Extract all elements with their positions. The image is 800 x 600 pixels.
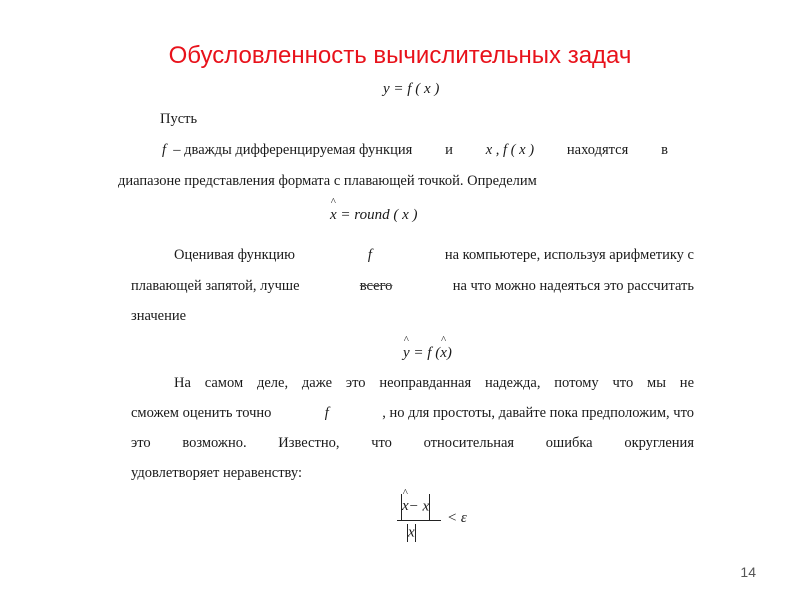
symbol-x-fx: x , f ( x ) (485, 142, 535, 158)
text-located: находятся (566, 142, 629, 158)
text-p4-line1: На самом деле, даже это неоправданная надежда, потому что мы не (174, 375, 694, 391)
text-hope-calc: на что можно надеяться это рассчитать (452, 278, 694, 294)
symbol-x-hat: ^ x (330, 207, 337, 224)
text-range-define: диапазоне представления формата с плавающей точкой. Определим (118, 173, 537, 189)
text-p4-line4: удовлетворяет неравенству: (131, 465, 302, 481)
formula-relative-error (395, 488, 505, 558)
text-simplicity: , но для простоты, давайте пока предположим, что (382, 405, 694, 421)
formula-round-rest: = round ( x ) (336, 207, 418, 223)
formula-close-paren: ) (446, 345, 452, 361)
formula-denominator (407, 524, 416, 542)
formula-xhat-round (330, 207, 417, 224)
text-in: в (661, 142, 668, 158)
symbol-f-3: f (324, 405, 329, 421)
symbol-f-2: f (367, 247, 372, 263)
formula-yhat-fxhat (403, 345, 452, 362)
formula-less-eps: < ε (447, 510, 467, 526)
slide-title: Обусловленность вычислительных задач (168, 42, 632, 69)
text-on-computer: на компьютере, используя арифметику с (444, 247, 694, 263)
text-p4-line2 (131, 405, 694, 422)
text-struck-vsego: всего (359, 278, 393, 294)
text-cannot-eval: сможем оценить точно (131, 405, 272, 421)
text-p3-line2 (131, 278, 694, 295)
text-p3-line1 (174, 247, 694, 264)
abs-bar-right-den (415, 524, 416, 542)
formula-minus-x: − x (408, 498, 430, 515)
text-pust: Пусть (160, 111, 198, 127)
page-number: 14 (740, 564, 756, 580)
text-twice-diff: – дважды дифференцируемая функция (173, 142, 413, 158)
formula-numerator (401, 494, 430, 520)
formula-eq-f: = f ( (409, 345, 441, 361)
symbol-x-hat-3: ^ x (402, 498, 409, 515)
symbol-x-hat-2: ^ x (440, 345, 447, 362)
symbol-x-den: x (408, 524, 415, 541)
formula-y-equals-fx: y = f ( x ) (383, 81, 440, 97)
text-value: значение (131, 308, 187, 324)
abs-bar-right (429, 494, 430, 520)
text-and: и (445, 142, 453, 158)
text-evaluating: Оценивая функцию (174, 247, 296, 263)
text-p4-line3: это возможно. Известно, что относительная ошибка округления (131, 435, 694, 451)
symbol-f: f (162, 142, 167, 158)
symbol-y-hat: ^ y (403, 345, 410, 362)
text-floating-best: плавающей запятой, лучше (131, 278, 300, 294)
text-line-function-def (162, 142, 668, 159)
fraction-line (397, 520, 441, 521)
